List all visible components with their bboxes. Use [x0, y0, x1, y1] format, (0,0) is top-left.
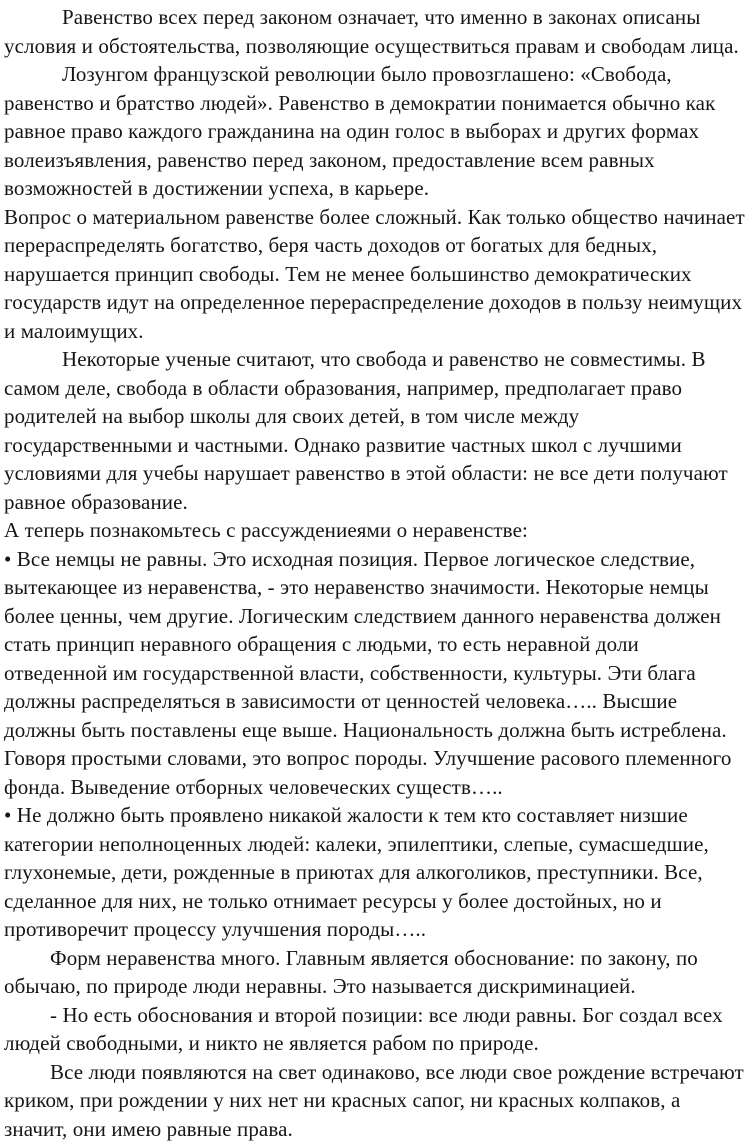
paragraph-equal-birth: Все люди появляются на свет одинаково, все люди свое рождение встречают криком, при рождении у них нет ни красных сапог, ни красных колпаков, а значит, они имею равные права. [4, 1059, 744, 1141]
paragraph-inequality-intro: А теперь познакомьтесь с рассуждениеями о неравенстве: [4, 518, 528, 542]
paragraph-second-position: - Но есть обоснования и второй позиции: все люди равны. Бог создал всех людей свободными, и никто не является рабом по природе. [4, 1002, 723, 1055]
bullet-item-germans-not-equal: • Все немцы не равны. Это исходная позиция. Первое логическое следствие, вытекающее из неравенства, - это неравенство значимости. Некоторые немцы более ценны, чем другие. Логическим следствием данного неравенства должен стать принцип неравного обращения с людьми, то есть неравной доли отведенной им государственной власти, собственности, культуры. Эти блага должны распределяться в зависимости от ценностей человека….. Высшие должны быть поставлены еще выше. Национальность должна быть истреблена. Говоря простыми словами, это вопрос породы. Улучшение расового племенного фонда. Выведение отборных человеческих существ….. [4, 546, 732, 799]
paragraph-french-revolution-slogan: Лозунгом французской революции было провозглашено: «Свобода, равенство и братство людей». Равенство в демократии понимается обычно как равное право каждого гражданина на один голос в выборах и других формах волеизъявления, равенство перед законом, предоставление всем равных возможностей в достижении успеха, в карьере. [4, 62, 716, 200]
bullet-item-no-pity: • Не должно быть проявлено никакой жалости к тем кто составляет низшие категории неполноценных людей: калеки, эпилептики, слепые, сумасшедшие, глухонемые, дети, рожденные в приютах для алкоголиков, преступники. Все, сделанное для них, не только отнимает ресурсы у более достойных, но и противоречит процессу улучшения породы….. [4, 803, 709, 941]
paragraph-freedom-vs-equality: Некоторые ученые считают, что свобода и равенство не совместимы. В самом деле, свобода в области образования, например, предполагает право родителей на выбор школы для своих детей, в том числе между государственными и частными. Однако развитие частных школ с лучшими условиями для учебы нарушает равенство в этой области: не все дети получают равное образование. [4, 347, 728, 514]
paragraph-equality-before-law: Равенство всех перед законом означает, что именно в законах описаны условия и обстоятельства, позволяющие осуществиться правам и свободам лица. [4, 5, 739, 58]
paragraph-forms-of-inequality: Форм неравенства много. Главным является обоснование: по закону, по обычаю, по природе люди неравны. Это называется дискриминацией. [4, 945, 698, 998]
paragraph-material-equality: Вопрос о материальном равенстве более сложный. Как только общество начинает перераспределять богатство, беря часть доходов от богатых для бедных, нарушается принцип свободы. Тем не менее большинство демократических государств идут на определенное перераспределение доходов в пользу неимущих и малоимущих. [4, 204, 745, 343]
